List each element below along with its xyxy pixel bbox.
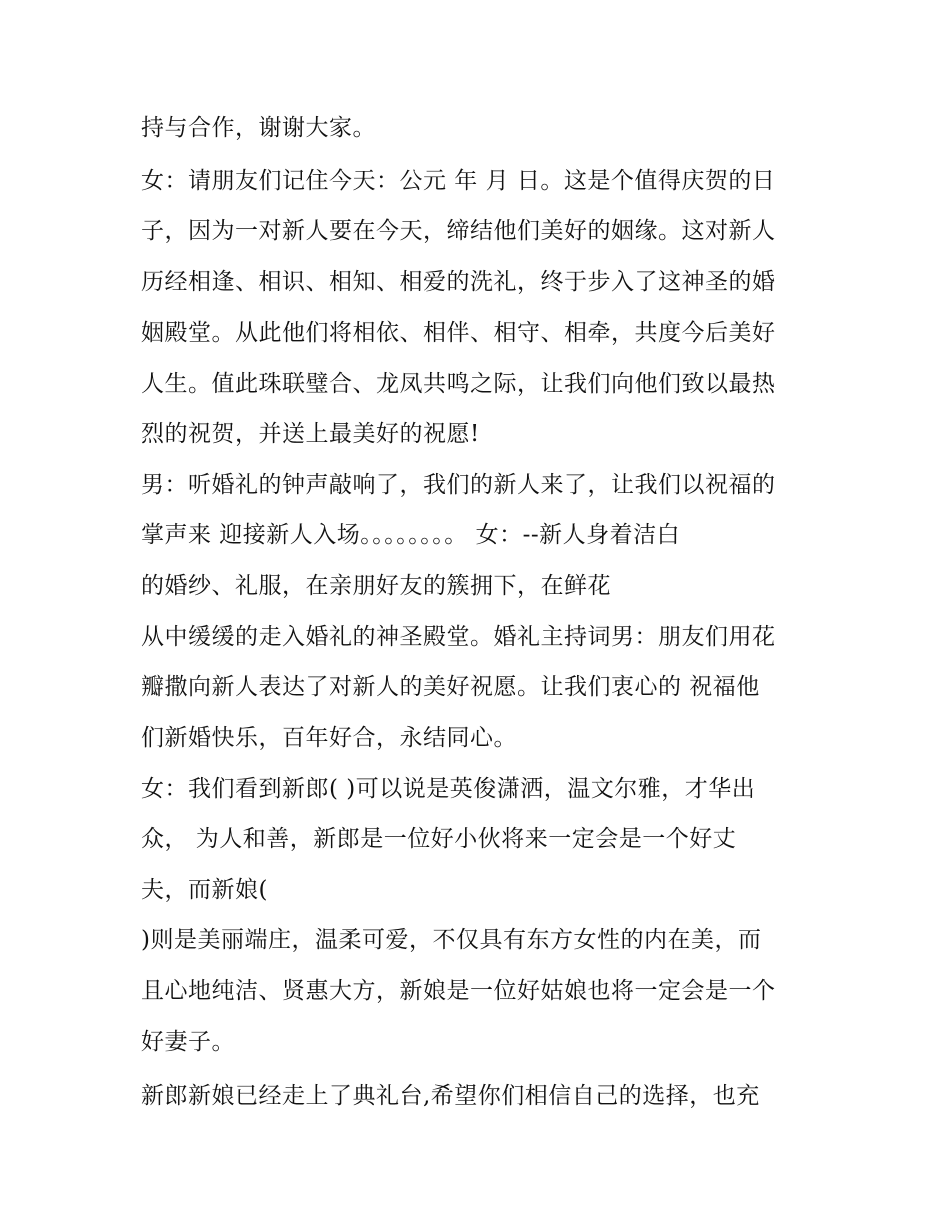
text-line: 子，因为一对新人要在今天，缔结他们美好的姻缘。这对新人 — [141, 218, 776, 244]
text-line: 女：我们看到新郎( )可以说是英俊潇洒，温文尔雅，才华出 — [141, 776, 756, 802]
text-line: 持与合作，谢谢大家。 — [141, 115, 376, 141]
text-line: 从中缓缓的走入婚礼的神圣殿堂。婚礼主持词男：朋友们用花 — [141, 624, 776, 650]
text-line: 们新婚快乐，百年好合，永结同心。 — [141, 725, 517, 751]
text-line: 男：听婚礼的钟声敲响了，我们的新人来了，让我们以祝福的 — [141, 472, 776, 498]
text-line: 人生。值此珠联璧合、龙凤共鸣之际，让我们向他们致以最热 — [141, 371, 776, 397]
text-line: 的婚纱、礼服，在亲朋好友的簇拥下，在鲜花 — [141, 573, 611, 599]
text-line: 众， 为人和善，新郎是一位好小伙将来一定会是一个好丈 — [141, 826, 737, 852]
text-line: 女：请朋友们记住今天：公元 年 月 日。这是个值得庆贺的日 — [141, 168, 776, 194]
text-line: 姻殿堂。从此他们将相依、相伴、相守、相牵，共度今后美好 — [141, 320, 776, 346]
text-line: 且心地纯洁、贤惠大方，新娘是一位好姑娘也将一定会是一个 — [141, 978, 776, 1004]
text-line: 瓣撒向新人表达了对新人的美好祝愿。让我们衷心的 祝福他 — [141, 674, 760, 700]
text-line: 历经相逢、相识、相知、相爱的洗礼，终于步入了这神圣的婚 — [141, 269, 776, 295]
text-line: )则是美丽端庄，温柔可爱，不仅具有东方女性的内在美，而 — [141, 927, 762, 953]
text-line: 夫，而新娘( — [141, 877, 268, 903]
text-line: 掌声来 迎接新人入场。。。。。。。。 女：--新人身着洁白 — [141, 522, 681, 548]
text-line: 好妻子。 — [141, 1029, 235, 1055]
text-line: 烈的祝贺，并送上最美好的祝愿! — [141, 421, 480, 447]
text-line: 新郎新娘已经走上了典礼台,希望你们相信自己的选择，也充 — [141, 1083, 760, 1109]
